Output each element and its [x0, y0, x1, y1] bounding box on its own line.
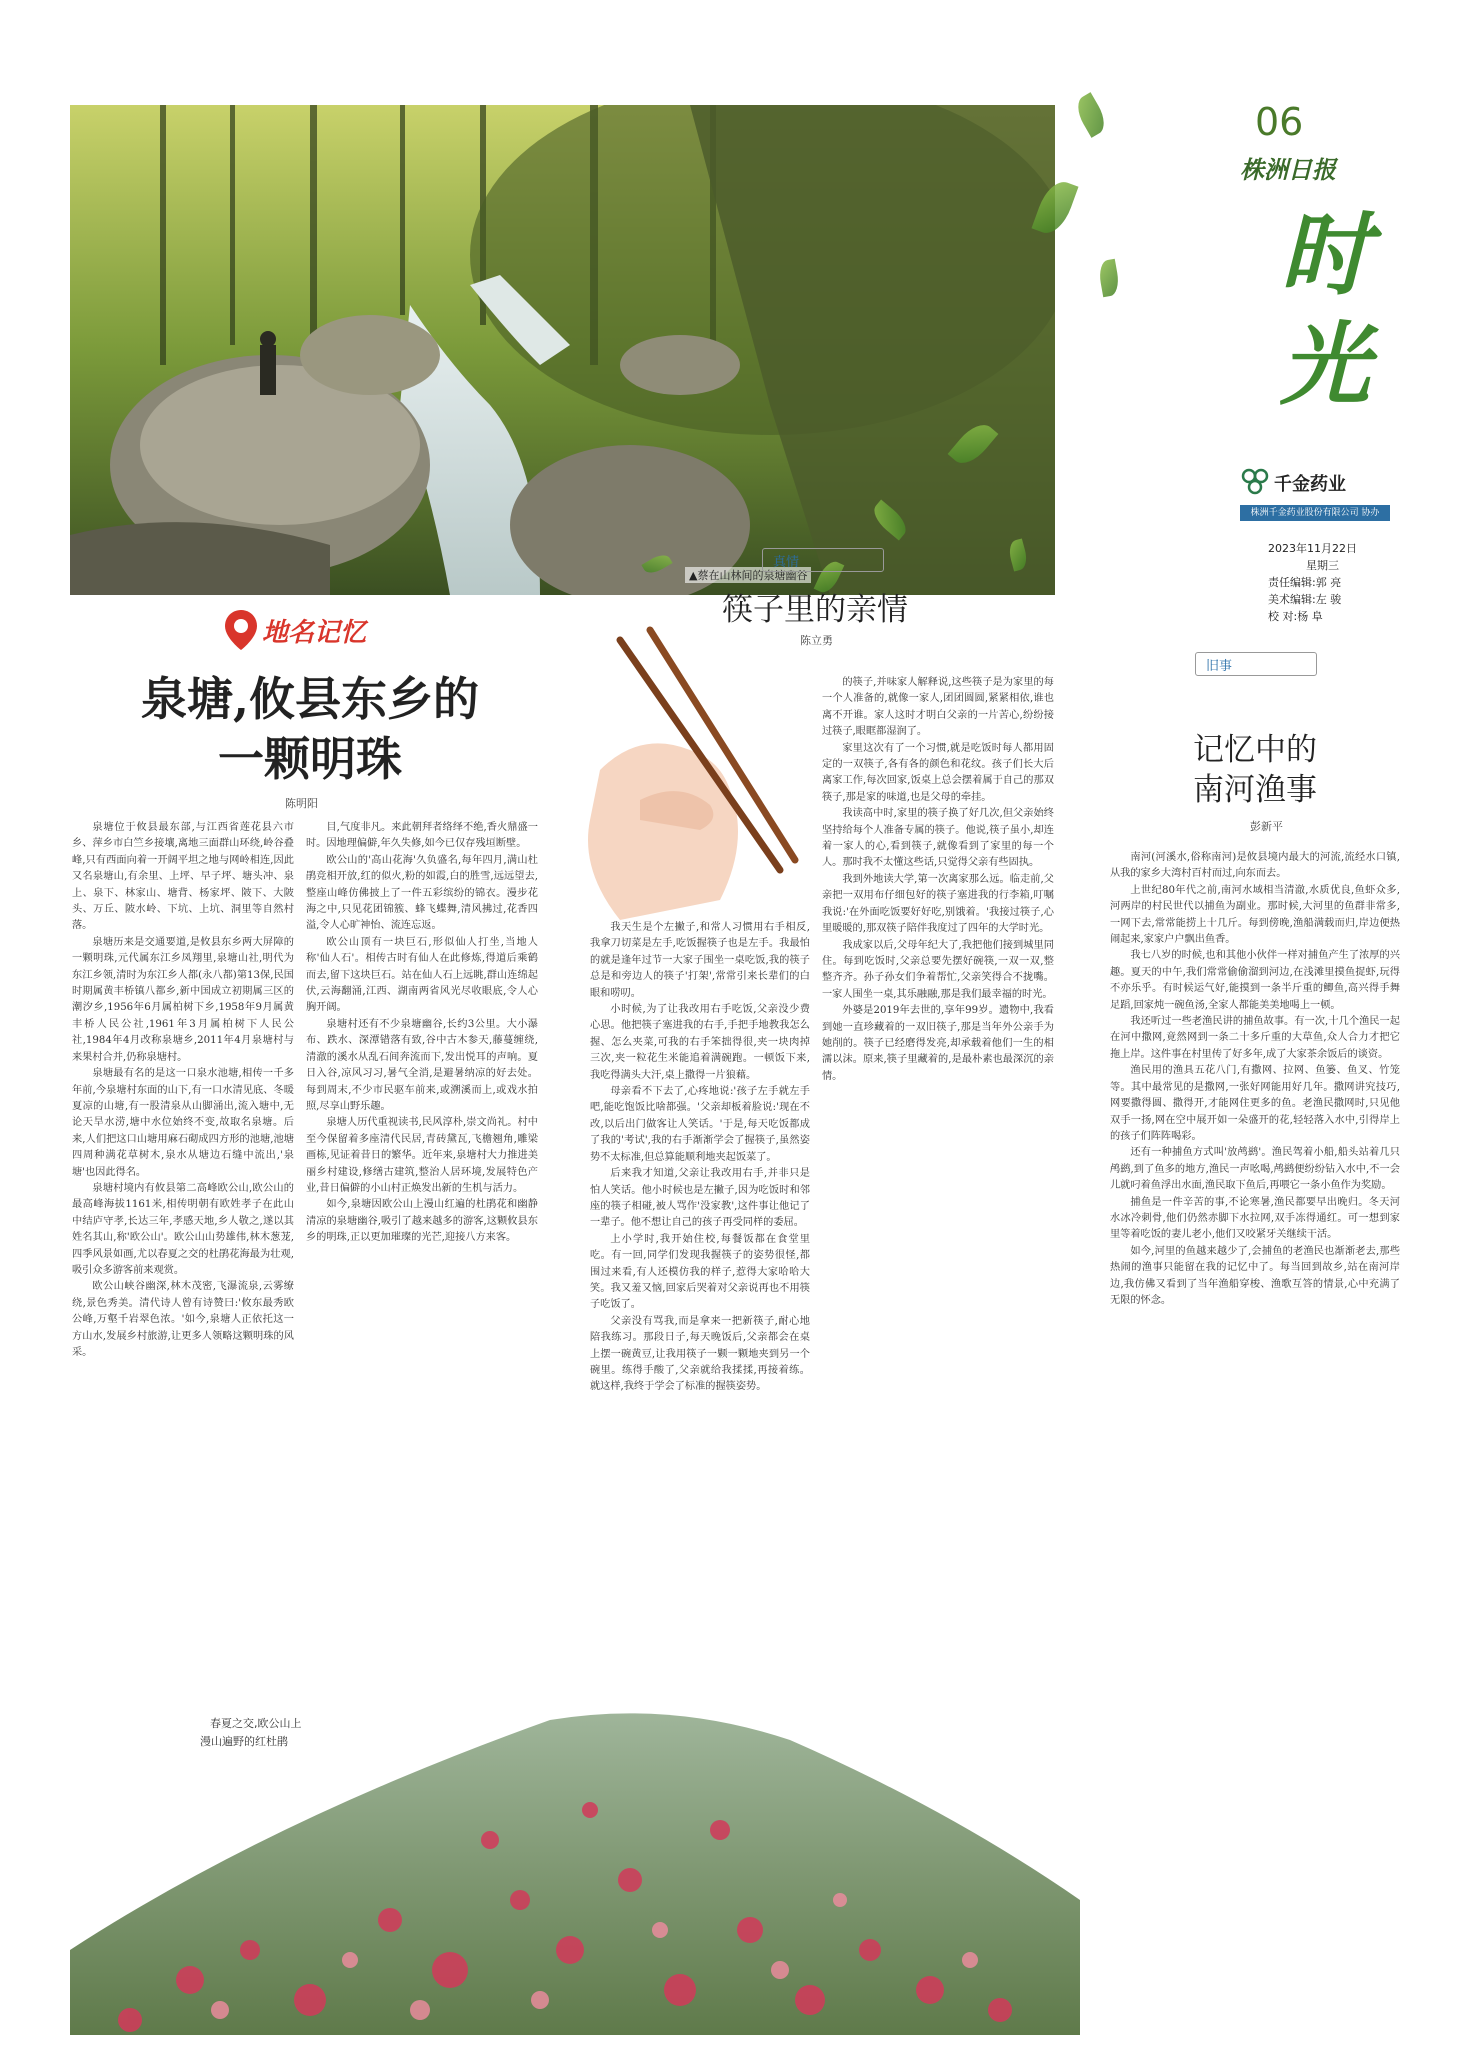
column-tag-middle-box [762, 548, 884, 572]
waterfall-illustration [70, 105, 1055, 595]
editor-row: 校 对:杨 阜 [1268, 610, 1323, 623]
sponsor-logo [1240, 468, 1390, 496]
article-middle-title: 筷子里的亲情 [722, 592, 908, 628]
azalea-hill-illustration [70, 1700, 1080, 2035]
article-left-author: 陈明阳 [285, 797, 318, 810]
article-right-column-1: 南河(河溪水,俗称南河)是攸县境内最大的河流,流经水口镇,从我的家乡大湾村百村而过,向东而去。 上世纪80年代之前,南河水域相当清澈,水质优良,鱼虾众多,河两岸的村民世代以捕鱼为副业。那时候,大河里的鱼群非常多,一网下去,常常能捞上十几斤。每到傍晚,渔船满载而归,岸边便热闹起来,家家户户飘出鱼香。 我七八岁的时候,也和其他小伙伴一样对捕鱼产生了浓厚的兴趣。夏天的中午,我们常常偷偷溜到河边,在浅滩里摸鱼捉虾,玩得不亦乐乎。有时候运气好,能摸到一条半斤重的鲫鱼,高兴得手舞足蹈,回家炖一碗鱼汤,全家人都能美美地喝上一顿。 我还听过一些老渔民讲的捕鱼故事。有一次,十几个渔民一起在河中撒网,竟然网到一条二十多斤重的大草鱼,众人合力才把它拖上岸。这件事在村里传了好多年,成了大家茶余饭后的谈资。 渔民用的渔具五花八门,有撒网、拉网、鱼篓、鱼叉、竹笼等。其中最常见的是撒网,一张好网能用好几年。撒网讲究技巧,网要撒得圆、撒得开,才能网住更多的鱼。老渔民撒网时,只见他双手一扬,网在空中展开如一朵盛开的花,轻轻落入水中,引得岸上的孩子们阵阵喝彩。 还有一种捕鱼方式叫'放鸬鹚'。渔民驾着小船,船头站着几只鸬鹚,到了鱼多的地方,渔民一声吆喝,鸬鹚便纷纷钻入水中,不一会儿就叼着鱼浮出水面,渔民取下鱼后,再喂它一条小鱼作为奖励。 捕鱼是一件辛苦的事,不论寒暑,渔民都要早出晚归。冬天河水冰冷刺骨,他们仍然赤脚下水拉网,双手冻得通红。可一想到家里等着吃饭的妻儿老小,他们又咬紧牙关继续干活。 如今,河里的鱼越来越少了,会捕鱼的老渔民也渐渐老去,那些热闹的渔事只能留在我的记忆中了。每当回到故乡,站在南河岸边,我仿佛又看到了当年渔船穿梭、渔歌互答的情景,心中充满了无限的怀念。 [1110, 852, 1400, 1306]
article-right-title-line1: 记忆中的 [1193, 732, 1317, 768]
paper-name: 株洲日报 [1240, 155, 1336, 184]
leaf-decoration [1097, 259, 1121, 298]
section-name: 时光 [1280, 202, 1370, 418]
column-tag-right: 旧事 [1206, 659, 1233, 674]
bottom-photo-caption-2: 漫山遍野的红杜鹃 [200, 1735, 288, 1748]
sponsor-line: 株洲千金药业股份有限公司 协办 [1240, 505, 1390, 521]
page-number: 06 [1255, 100, 1304, 144]
article-left-title-line1: 泉塘,攸县东乡的 [140, 672, 479, 726]
article-left-column-1: 泉塘位于攸县最东部,与江西省莲花县六市乡、萍乡市白竺乡接壤,离地三面群山环绕,岭谷叠峰,只有西面向着一开阔平坦之地与网岭相连,因此又名泉塘山,有余里、上坪、早子坪、塘头冲、泉上、泉下、林家山、塘背、杨家坪、陂下、大陂头、万丘、陂水岭、下坑、上坑、洞里等自然村落。 泉塘历来是交通要道,是攸县东乡两大屏障的一颗明珠,元代属东江乡凤翔里,泉塘山社,明代为东江乡领,清时为东江乡人都(永八都)第13保,民国时期属黄丰桥镇八都乡,新中国成立初期属三区的潮汐乡,1956年6月属柏树下乡,1958年9月属黄丰桥人民公社,1961年3月属柏树下人民公社,1984年4月改称泉塘乡,2011年4月泉塘村与来果村合并,仍称泉塘村。 泉塘最有名的是这一口泉水池塘,相传一千多年前,今泉塘村东面的山下,有一口水清见底、冬暖夏凉的山塘,有一股清泉从山脚涌出,流入塘中,无论天旱水涝,塘中水位始终不变,故取名泉塘。后来,人们把这口山塘用麻石砌成四方形的池塘,池塘四周种满花草树木,泉水从塘边石缝中流出,'泉塘'也因此得名。 泉塘村境内有攸县第二高峰欧公山,欧公山的最高峰海拔1161米,相传明朝有欧姓孝子在此山中结庐守孝,长达三年,孝感天地,乡人敬之,遂以其姓名其山,称'欧公山'。欧公山山势雄伟,林木葱茏,四季风景如画,尤以春夏之交的杜鹃花海最为壮观,吸引众多游客前来观赏。 欧公山峡谷幽深,林木茂密,飞瀑流泉,云雾缭绕,景色秀美。清代诗人曾有诗赞曰:'攸东最秀欧公峰,万壑千岩翠色浓。'如今,泉塘人正依托这一方山水,发展乡村旅游,让更多人领略这颗明珠的风采。 [72, 822, 294, 1358]
article-left-column-2: 目,气度非凡。来此朝拜者络绎不绝,香火鼎盛一时。因地理偏僻,年久失修,如今已仅存残垣断壁。 欧公山的'高山花海'久负盛名,每年四月,满山杜鹃竞相开放,红的似火,粉的如霞,白的胜雪,远远望去,整座山峰仿佛披上了一件五彩缤纷的锦衣。漫步花海之中,只见花团锦簇、蜂飞蝶舞,清风拂过,花香四溢,令人心旷神怡、流连忘返。 欧公山顶有一块巨石,形似仙人打坐,当地人称'仙人石'。相传古时有仙人在此修炼,得道后乘鹤而去,留下这块巨石。站在仙人石上远眺,群山连绵起伏,云海翻涌,江西、湖南两省风光尽收眼底,令人心胸开阔。 泉塘村还有不少泉塘幽谷,长约3公里。大小瀑布、跌水、深潭错落有致,谷中古木参天,藤蔓缠绕,清澈的溪水从乱石间奔流而下,发出悦耳的声响。夏日入谷,凉风习习,暑气全消,是避暑纳凉的好去处。每到周末,不少市民驱车前来,或溯溪而上,或戏水拍照,尽享山野乐趣。 泉塘人历代重视读书,民风淳朴,崇文尚礼。村中至今保留着多座清代民居,青砖黛瓦,飞檐翘角,雕梁画栋,见证着昔日的繁华。近年来,泉塘村大力推进美丽乡村建设,修缮古建筑,整治人居环境,发展特色产业,昔日偏僻的小山村正焕发出新的生机与活力。 如今,泉塘因欧公山上漫山红遍的杜鹃花和幽静清凉的泉塘幽谷,吸引了越来越多的游客,这颗攸县东乡的明珠,正以更加璀璨的光芒,迎接八方来客。 [306, 822, 538, 1244]
article-middle-author: 陈立勇 [800, 634, 833, 647]
issue-date: 2023年11月22日 [1268, 542, 1357, 555]
article-left-title-line2: 一颗明珠 [218, 732, 402, 786]
editor-list [1268, 574, 1341, 625]
article-middle-column-2: 的筷子,并味家人解释说,这些筷子是为家里的每一个人准备的,就像一家人,团团圆圆,紧紧相依,谁也离不开谁。家人这时才明白父亲的一片苦心,纷纷接过筷子,眼眶都湿润了。 家里这次有了一个习惯,就是吃饭时每人都用固定的一双筷子,各有各的颜色和花纹。孩子们长大后离家工作,每次回家,饭桌上总会摆着属于自己的那双筷子,那是家的味道,也是父母的牵挂。 我读高中时,家里的筷子换了好几次,但父亲始终坚持给每个人准备专属的筷子。他说,筷子虽小,却连着一家人的心,看到筷子,就像看到了家里的每一个人。那时我不太懂这些话,只觉得父亲有些固执。 我到外地读大学,第一次离家那么远。临走前,父亲把一双用布仔细包好的筷子塞进我的行李箱,叮嘱我说:'在外面吃饭要好好吃,别饿着。'我接过筷子,心里暖暖的,那双筷子陪伴我度过了四年的大学时光。 我成家以后,父母年纪大了,我把他们接到城里同住。每到吃饭时,父亲总要先摆好碗筷,一双一双,整整齐齐。孙子孙女们争着帮忙,父亲笑得合不拢嘴。一家人围坐一桌,其乐融融,那是我们最幸福的时光。 外婆是2019年去世的,享年99岁。遗物中,我看到她一直珍藏着的一双旧筷子,那是当年外公亲手为她削的。筷子已经磨得发亮,却承载着他们一生的相濡以沫。原来,筷子里藏着的,是最朴素也最深沉的亲情。 [822, 677, 1054, 1082]
azalea-photo [70, 1700, 1080, 2035]
column-tag-right-box [1195, 652, 1317, 676]
sponsor-icon [1240, 468, 1270, 496]
article-right-author: 彭新平 [1250, 820, 1283, 833]
article-middle-column-1: 我天生是个左撇子,和常人习惯用右手相反,我拿刀切菜是左手,吃饭握筷子也是左手。我最怕的就是逢年过节一大家子围坐一桌吃饭,我的筷子总是和旁边人的筷子'打架',常常引来长辈们的白眼和唠叨。 小时候,为了让我改用右手吃饭,父亲没少费心思。他把筷子塞进我的右手,手把手地教我怎么握、怎么夹菜,可我的右手笨拙得很,夹一块肉掉三次,夹一粒花生米能追着满碗跑。一顿饭下来,我吃得满头大汗,桌上撒得一片狼藉。 母亲看不下去了,心疼地说:'孩子左手就左手吧,能吃饱饭比啥都强。'父亲却板着脸说:'现在不改,以后出门做客让人笑话。'于是,每天吃饭都成了我的'考试',我的右手渐渐学会了握筷子,虽然姿势不太标准,但总算能顺利地夹起饭菜了。 后来我才知道,父亲让我改用右手,并非只是怕人笑话。他小时候也是左撇子,因为吃饭时和邻座的筷子相碰,被人骂作'没家教',这件事让他记了一辈子。他不想让自己的孩子再受同样的委屈。 上小学时,我开始住校,每餐饭都在食堂里吃。有一回,同学们发现我握筷子的姿势很怪,都围过来看,有人还模仿我的样子,惹得大家哈哈大笑。我又羞又恼,回家后哭着对父亲说再也不用筷子吃饭了。 父亲没有骂我,而是拿来一把新筷子,耐心地陪我练习。那段日子,每天晚饭后,父亲都会在桌上摆一碗黄豆,让我用筷子一颗一颗地夹到另一个碗里。练得手酸了,父亲就给我揉揉,再接着练。就这样,我终于学会了标准的握筷姿势。 [590, 922, 810, 1393]
sponsor-name: 千金药业 [1274, 474, 1346, 495]
chopsticks-illustration [580, 620, 820, 920]
editor-row: 责任编辑:郭 亮 [1268, 576, 1342, 589]
column-tag-middle: 真情 [773, 555, 800, 570]
bottom-photo-caption-1: 春夏之交,欧公山上 [210, 1717, 302, 1730]
top-photo-caption: ▲蔡在山林间的泉塘幽谷 [685, 567, 811, 583]
issue-weekday: 星期三 [1306, 559, 1339, 572]
location-pin-icon [225, 610, 265, 650]
editor-row: 美术编辑:左 骏 [1268, 593, 1342, 606]
column-tag-left: 地名记忆 [262, 618, 367, 648]
leaf-decoration [1071, 92, 1110, 138]
waterfall-photo [70, 105, 1055, 595]
article-right-title-line2: 南河渔事 [1193, 772, 1317, 808]
